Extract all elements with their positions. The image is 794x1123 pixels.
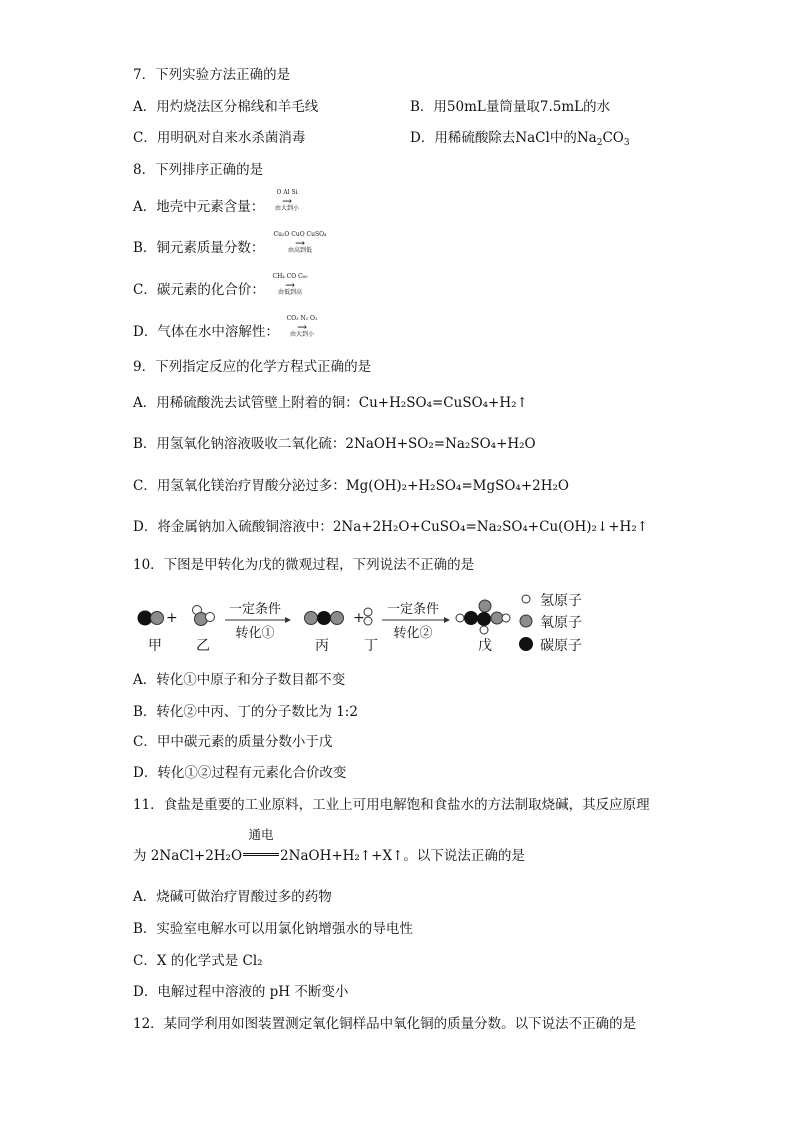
q8-option-a: A．地壳中元素含量： bbox=[133, 199, 265, 215]
q11-option-c: C．X 的化学式是 Cl₂ bbox=[133, 953, 263, 969]
q10-label-ding: 丁 bbox=[364, 638, 378, 654]
q10-plus-2: + bbox=[353, 610, 365, 626]
q10-stem: 10．下图是甲转化为戊的微观过程，下列说法不正确的是 bbox=[133, 557, 475, 573]
q9-b-equation: 2NaOH+SO₂=Na₂SO₄+H₂O bbox=[345, 436, 536, 452]
q8-d-order-arrow: CO₂ N₂ O₂ → 由大到小 bbox=[286, 315, 318, 338]
jia-carbon-atom bbox=[138, 611, 152, 625]
q7-option-d: D．用稀硫酸除去NaCl中的$Na_2CO_3$ bbox=[410, 130, 630, 148]
q8-option-b: B．铜元素质量分数： bbox=[133, 240, 265, 256]
q8-option-c: C．碳元素的化合价： bbox=[133, 282, 265, 298]
q10-plus-1: + bbox=[166, 610, 178, 626]
ding-hydrogen-atom bbox=[364, 608, 372, 616]
jia-oxygen-atom bbox=[151, 612, 164, 625]
q10-option-c: C．甲中碳元素的质量分数小于戊 bbox=[133, 734, 333, 750]
q11-option-a: A．烧碱可做治疗胃酸过多的药物 bbox=[133, 889, 332, 905]
q9-option-d: D．将金属钠加入硫酸铜溶液中：2Na+2H₂O+CuSO₄=Na₂SO₄+Cu(OH)₂↓+H₂↑ bbox=[133, 519, 649, 535]
q8-option-d: D．气体在水中溶解性： bbox=[133, 324, 279, 340]
wu-hydrogen-atom bbox=[456, 614, 464, 622]
q8-a-order-arrow: O Al Si → 由大到小 bbox=[274, 189, 299, 212]
q11-stem: 11．食盐是重要的工业原料，工业上可用电解饱和食盐水的方法制取烧碱，其反应原理 bbox=[133, 797, 650, 813]
q11-option-b: B．实验室电解水可以用氯化钠增强水的导电性 bbox=[133, 921, 413, 937]
q9-option-c: C．用氢氧化镁治疗胃酸分泌过多：Mg(OH)₂+H₂SO₄=MgSO₄+2H₂O bbox=[133, 478, 569, 494]
q11-condition: 通电 bbox=[248, 827, 274, 842]
wu-carbon-atom bbox=[464, 611, 478, 625]
legend-hydrogen-label: 氢原子 bbox=[540, 593, 582, 609]
q10-condition-2: 一定条件 bbox=[386, 602, 439, 617]
wu-hydrogen-atom-2 bbox=[502, 614, 510, 622]
yi-hydrogen-atom-2 bbox=[206, 613, 215, 622]
q10-label-yi: 乙 bbox=[196, 638, 210, 654]
q10-label-wu: 戊 bbox=[478, 638, 492, 654]
wu-oxygen-atom bbox=[479, 600, 491, 612]
legend-oxygen-label: 氧原子 bbox=[540, 615, 582, 631]
q10-conversion-1: 转化① bbox=[235, 626, 275, 641]
q8-b-order-arrow: Cu₂O CuO CuSO₄ → 由高到低 bbox=[273, 231, 327, 254]
q7-option-a: A．用灼烧法区分棉线和羊毛线 bbox=[133, 99, 319, 115]
q10-option-b: B．转化②中丙、丁的分子数比为 1:2 bbox=[133, 704, 358, 720]
q9-option-a: A．用稀硫酸洗去试管壁上附着的铜：Cu+H₂SO₄=CuSO₄+H₂↑ bbox=[133, 395, 528, 411]
wu-carbon-atom-2 bbox=[477, 612, 491, 626]
bing-oxygen-atom-2 bbox=[331, 612, 344, 625]
q9-a-equation: Cu+H₂SO₄=CuSO₄+H₂↑ bbox=[358, 395, 528, 411]
bing-oxygen-atom bbox=[305, 612, 318, 625]
q7-option-b: B．用50mL量筒量取7.5mL的水 bbox=[410, 99, 611, 115]
legend-carbon-icon bbox=[519, 637, 533, 651]
ding-hydrogen-atom-2 bbox=[364, 617, 372, 625]
q9-d-equation: 2Na+2H₂O+CuSO₄=Na₂SO₄+Cu(OH)₂↓+H₂↑ bbox=[332, 519, 649, 535]
q9-option-b: B．用氢氧化钠溶液吸收二氧化硫：2NaOH+SO₂=Na₂SO₄+H₂O bbox=[133, 436, 536, 452]
q10-conversion-2: 转化② bbox=[393, 626, 433, 641]
legend-carbon-label: 碳原子 bbox=[540, 638, 582, 654]
q9-stem: 9．下列指定反应的化学方程式正确的是 bbox=[133, 359, 372, 375]
q7-option-c: C．用明矾对自来水杀菌消毒 bbox=[133, 130, 306, 146]
q8-stem: 8．下列排序正确的是 bbox=[133, 162, 264, 178]
q10-label-bing: 丙 bbox=[315, 638, 329, 654]
q12-stem: 12．某同学利用如图装置测定氧化铜样品中氧化铜的质量分数。以下说法不正确的是 bbox=[133, 1016, 637, 1032]
wu-oxygen-atom-2 bbox=[491, 612, 503, 624]
q9-c-equation: Mg(OH)₂+H₂SO₄=MgSO₄+2H₂O bbox=[345, 478, 569, 494]
legend-hydrogen-icon bbox=[522, 595, 530, 603]
q8-c-order-arrow: CH₄ CO C₆₀ → 由低到高 bbox=[272, 273, 308, 296]
q10-option-a: A．转化①中原子和分子数目都不变 bbox=[133, 672, 346, 688]
wu-hydrogen-atom-3 bbox=[480, 626, 488, 634]
bing-carbon-atom bbox=[317, 611, 331, 625]
legend-oxygen-icon bbox=[520, 615, 532, 627]
q11-equation: 为 2NaCl+2H₂O 通电 2NaOH+H₂↑+X↑。以下说法正确的是 bbox=[133, 827, 525, 864]
q10-label-jia: 甲 bbox=[148, 638, 162, 654]
q10-option-d: D．转化①②过程有元素化合价改变 bbox=[133, 765, 347, 781]
q11-option-d: D．电解过程中溶液的 pH 不断变小 bbox=[133, 984, 349, 1000]
q7-stem: 7．下列实验方法正确的是 bbox=[133, 67, 291, 83]
q10-condition-1: 一定条件 bbox=[228, 602, 281, 617]
